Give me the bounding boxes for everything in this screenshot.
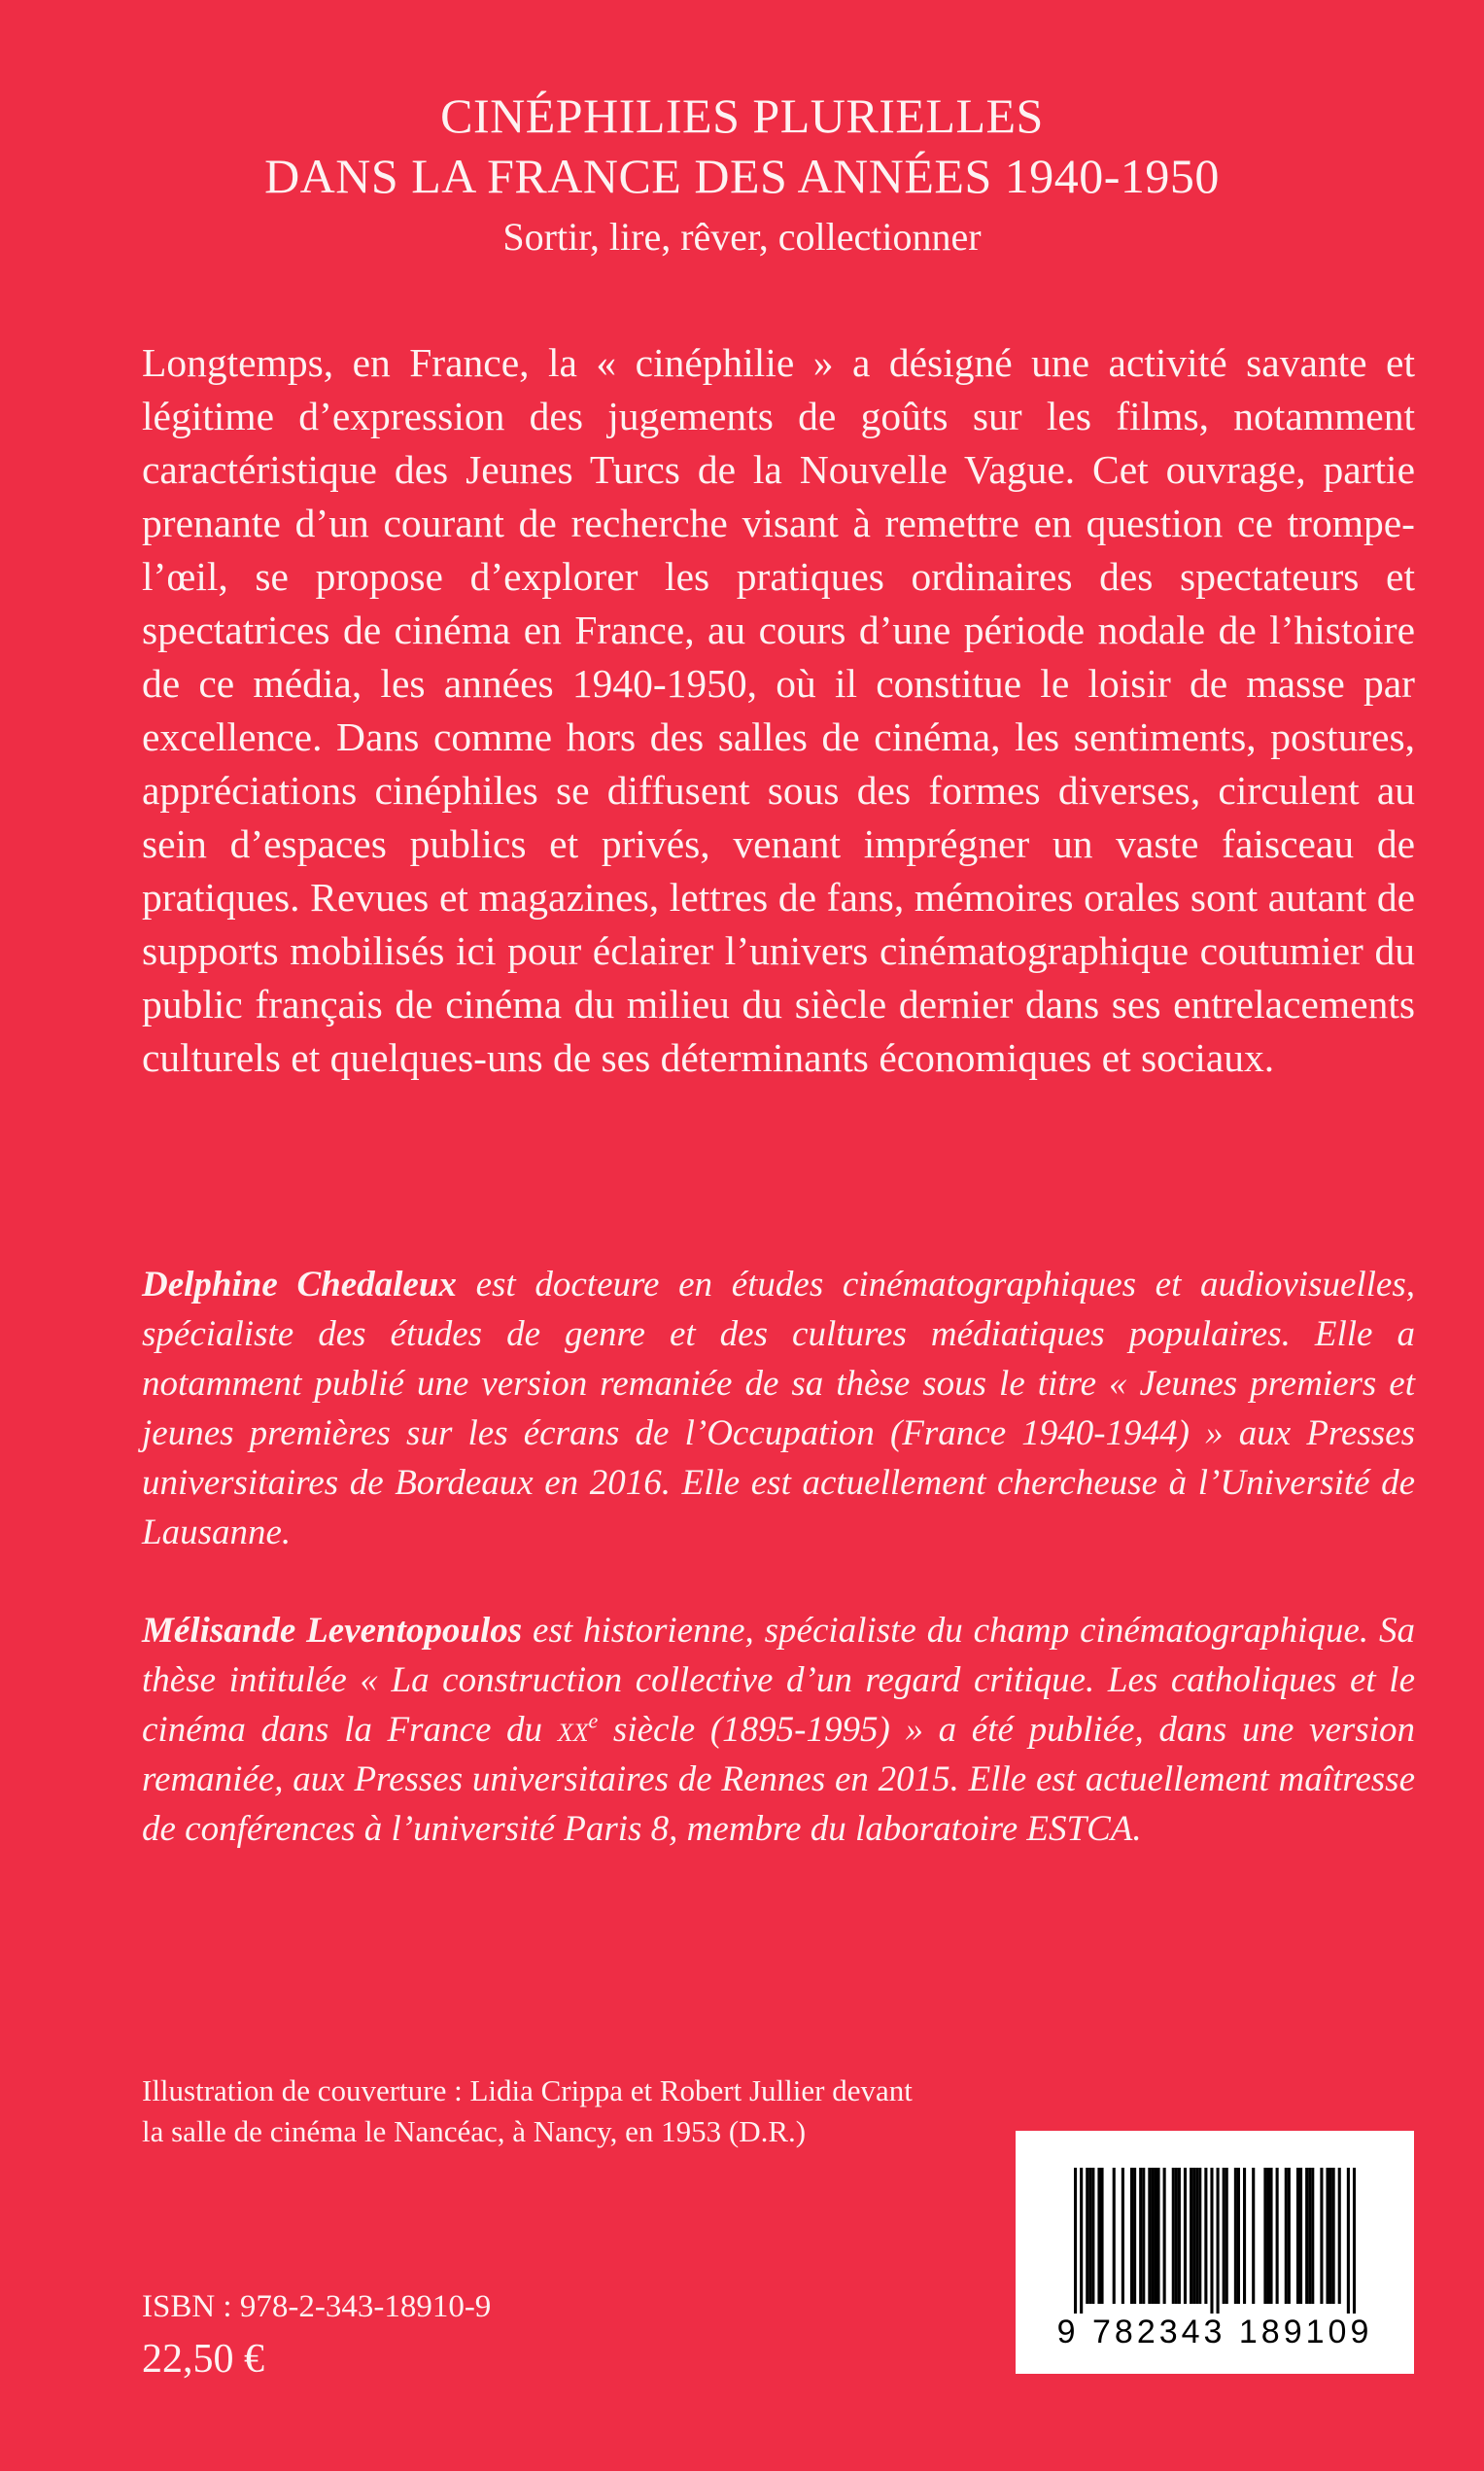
barcode-bar [1074, 2168, 1077, 2314]
barcode-bar [1154, 2168, 1156, 2304]
barcode-bar [1285, 2168, 1288, 2304]
century-superscript: e [588, 1708, 599, 1733]
barcode-bar [1088, 2168, 1091, 2304]
barcode-bar [1234, 2168, 1237, 2304]
barcode-bar [1178, 2168, 1181, 2304]
author-name-2: Mélisande Leventopoulos [142, 1611, 523, 1651]
author-bio-2 [142, 1606, 1415, 1854]
barcode-bar [1243, 2168, 1246, 2304]
barcode-bar [1320, 2168, 1323, 2304]
barcode-bar [1175, 2168, 1178, 2304]
barcode-bar [1163, 2168, 1166, 2304]
barcode-bar [1353, 2168, 1356, 2314]
barcode-bar [1252, 2168, 1255, 2304]
author-bio-1 [142, 1260, 1415, 1557]
barcode-bar [1329, 2168, 1332, 2304]
barcode-bar [1122, 2168, 1124, 2304]
author-bio-text-2b: siècle (1895-1995) » a été publiée, dans une version remaniée, aux Presses universitaires de Rennes en 2015. Elle est actuellement maîtresse de conférences à l’université Paris 8, membre du laboratoire ESTCA. [142, 1710, 1415, 1849]
book-title-line-1: CINÉPHILIES PLURIELLES [440, 88, 1044, 143]
cover-illustration-credit [142, 2071, 1075, 2152]
barcode-bar [1299, 2168, 1302, 2304]
barcode-bar [1347, 2168, 1350, 2314]
barcode-bar [1338, 2168, 1341, 2304]
book-subtitle: Sortir, lire, rêver, collectionner [502, 215, 982, 259]
barcode-bar [1100, 2168, 1103, 2304]
barcode-bar [1142, 2168, 1145, 2304]
barcode-bar [1311, 2168, 1314, 2304]
barcode-bar [1266, 2168, 1269, 2304]
barcode-bar [1130, 2168, 1133, 2304]
credit-line-2: la salle de cinéma le Nancéac, à Nancy, en 1953 (D.R.) [142, 2114, 807, 2148]
author-bio-text-2a: est historienne, spécialiste du champ cinématographique. Sa thèse intitulée « La construction collective d’un regard critique. Les catholiques et le cinéma dans la France du [142, 1611, 1415, 1750]
barcode-bar [1172, 2168, 1175, 2304]
barcode-bar [1223, 2168, 1225, 2304]
barcode-bar [1148, 2168, 1151, 2304]
barcode-bar [1151, 2168, 1154, 2304]
barcode-bar [1139, 2168, 1142, 2304]
title-block [0, 86, 1484, 266]
barcode-bar [1237, 2168, 1240, 2304]
barcode-bar [1225, 2168, 1228, 2304]
barcode-bar [1210, 2168, 1213, 2314]
barcode-bar [1198, 2168, 1201, 2304]
barcode-bar [1192, 2168, 1195, 2304]
barcode-bar [1156, 2168, 1159, 2304]
barcode-bar [1308, 2168, 1311, 2304]
barcode-bar [1326, 2168, 1329, 2304]
isbn: ISBN : 978-2-343-18910-9 [142, 2289, 492, 2324]
barcode-bar [1296, 2168, 1299, 2304]
barcode-bar [1195, 2168, 1198, 2304]
century-numeral: xx [557, 1710, 589, 1750]
barcode-bar [1332, 2168, 1335, 2304]
barcode-icon [1074, 2168, 1356, 2314]
barcode-bar [1091, 2168, 1094, 2304]
book-summary: Longtemps, en France, la « cinéphilie » a désigné une activité savante et légitime d’expression des jugements de goûts sur les films, notamment caractéristique des Jeunes Turcs de la Nouvelle Vague. Cet ouvrage, partie prenante d’un courant de recherche visant à remettre en question ce trompe-l’œil, se propose d’explorer les pratiques ordinaires des spectateurs et spectatrices de cinéma en France, au cours d’une période nodale de l’histoire de ce média, les années 1940-1950, où il constitue le loisir de masse par excellence. Dans comme hors des salles de cinéma, les sentiments, postures, appréciations cinéphiles se diffusent sous des formes diverses, circulent au sein d’espaces publics et privés, venant imprégner un vaste faisceau de pratiques. Revues et magazines, lettres de fans, mémoires orales sont autant de supports mobilisés ici pour éclairer l’univers cinématographique coutumier du public français de cinéma du milieu du siècle dernier dans ses entrelacements culturels et quelques-uns de ses déterminants économiques et sociaux. [142, 340, 1415, 1080]
author-name-1: Delphine Chedaleux [142, 1265, 457, 1305]
price: 22,50 € [142, 2337, 264, 2382]
book-title-line-2: DANS LA FRANCE DES ANNÉES 1940-1950 [264, 149, 1220, 203]
barcode-bar [1217, 2168, 1220, 2314]
barcode-bar [1263, 2168, 1266, 2304]
barcode-bar [1086, 2168, 1088, 2304]
barcode-bar [1305, 2168, 1308, 2304]
barcode-bar [1097, 2168, 1100, 2304]
barcode-bar [1269, 2168, 1272, 2304]
barcode-bar [1080, 2168, 1083, 2314]
author-bio-text-1: est docteure en études cinématographiques et audiovisuelles, spécialiste des études de genre et des cultures médiatiques populaires. Elle a notamment publié une version remaniée de sa thèse sous le titre « Jeunes premiers et jeunes premières sur les écrans de l’Occupation (France 1940-1944) » aux Presses universitaires de Bordeaux en 2016. Elle est actuellement chercheuse à l’Université de Lausanne. [142, 1265, 1415, 1552]
barcode-box [1016, 2131, 1414, 2374]
barcode-bar [1204, 2168, 1207, 2304]
barcode-bar [1288, 2168, 1291, 2304]
barcode-bar [1113, 2168, 1116, 2304]
barcode-bar [1276, 2168, 1279, 2304]
barcode-bar [1184, 2168, 1187, 2304]
barcode-bar [1190, 2168, 1192, 2304]
credit-line-1: Illustration de couverture : Lidia Crippa et Robert Jullier devant [142, 2073, 913, 2107]
barcode-digits: 9 782343 189109 [1056, 2314, 1373, 2350]
barcode-bar [1133, 2168, 1136, 2304]
